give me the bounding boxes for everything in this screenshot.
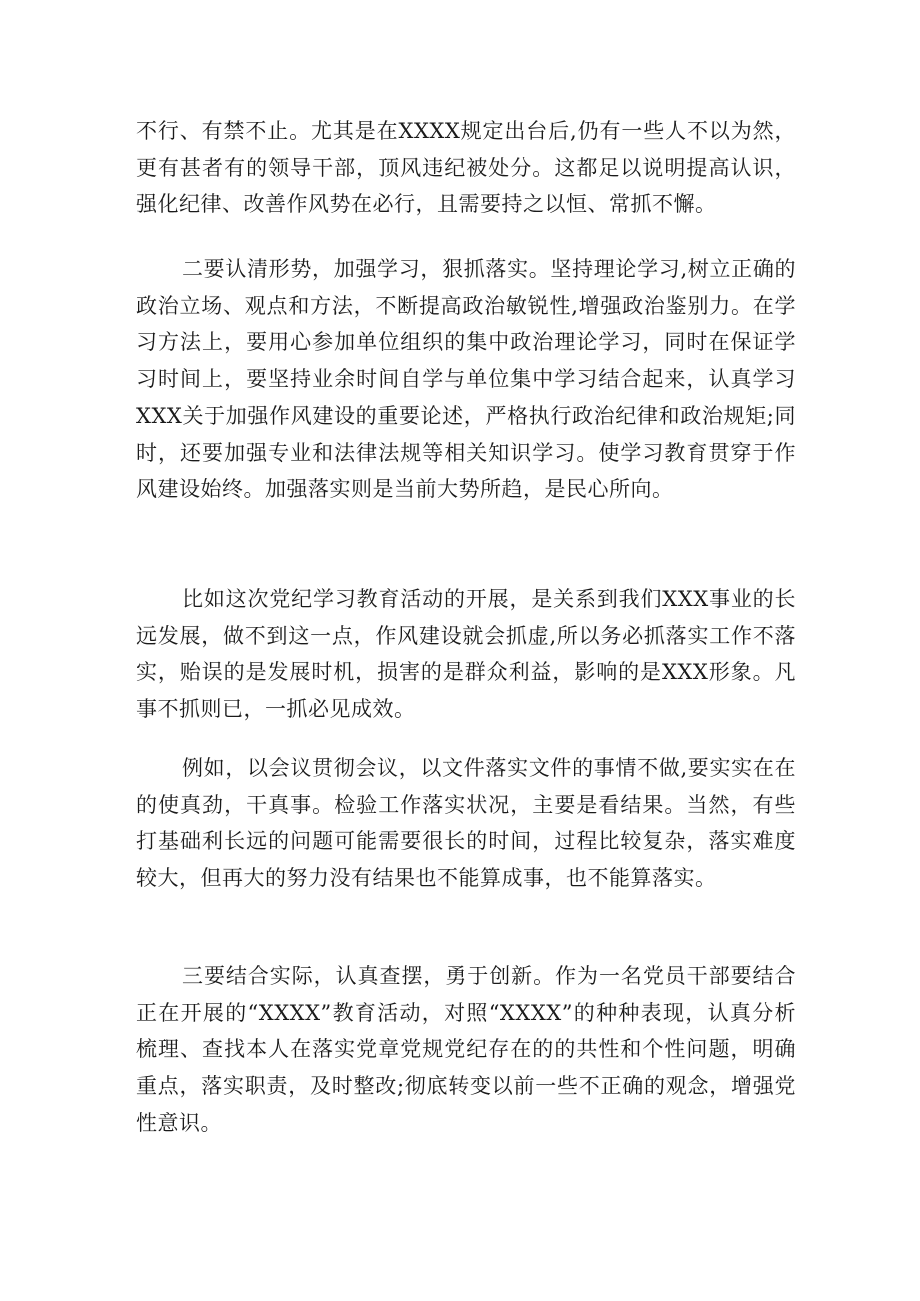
paragraph-study-and-implementation: 二要认清形势，加强学习，狠抓落实。坚持理论学习,树立正确的政治立场、观点和方法，不断提高政治敏锐性,增强政治鉴别力。在学习方法上，要用心参加单位组织的集中政治理论学习，同时在保证学习时间上，要坚持业余时间自学与单位集中学习结合起来，认真学习XXX关于加强作风建设的重要论述，严格执行政治纪律和政治规矩;同时，还要加强专业和法律法规等相关知识学习。使学习教育贯穿于作风建设始终。加强落实则是当前大势所趋，是民心所向。	[136, 257, 796, 502]
paragraph-continuation: 不行、有禁不止。尤其是在XXXX规定出台后,仍有一些人不以为然，更有甚者有的领导干部，顶风违纪被处分。这都足以说明提高认识，强化纪律、改善作风势在必行，且需要持之以恒、常抓不懈。	[136, 119, 796, 217]
paragraph-self-examination: 三要结合实际，认真查摆，勇于创新。作为一名党员干部要结合正在开展的“XXXX”教育活动，对照“XXXX”的种种表现，认真分析梳理、查找本人在落实党章党规党纪存在的的共性和个性问题，明确重点，落实职责，及时整改;彻底转变以前一些不正确的观念，增强党性意识。	[136, 964, 796, 1135]
paragraph-results-example: 例如，以会议贯彻会议，以文件落实文件的事情不做,要实实在在的使真劲，干真事。检验工作落实状况，主要是看结果。当然，有些打基础利长远的问题可能需要很长的时间，过程比较复杂，落实难度较大，但再大的努力没有结果也不能算成事，也不能算落实。	[136, 756, 796, 891]
paragraph-campaign-example: 比如这次党纪学习教育活动的开展，是关系到我们XXX事业的长远发展，做不到这一点，作风建设就会抓虚,所以务必抓落实工作不落实，贻误的是发展时机，损害的是群众利益，影响的是XXX形象。凡事不抓则已，一抓必见成效。	[136, 587, 796, 722]
